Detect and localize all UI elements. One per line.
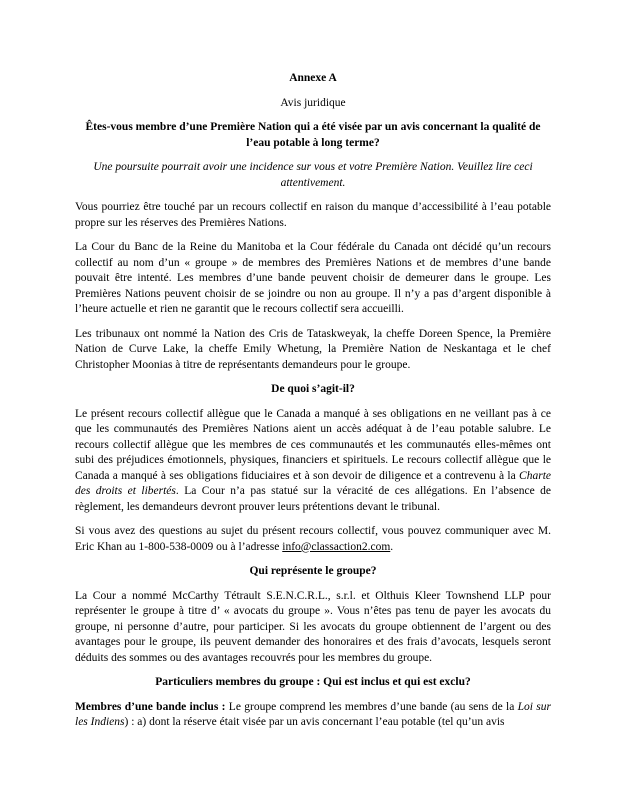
- contact-text-1: Si vous avez des questions au sujet du présent recours collectif, vous pouvez communiquer avec M. Eric Khan au 1-800-538-0009 ou à l’adresse: [75, 525, 551, 553]
- contact-paragraph: [75, 524, 551, 555]
- loi-indiens-italic: Loi sur les Indiens: [75, 700, 551, 728]
- allegations-paragraph: [75, 407, 551, 516]
- allegations-text-1: Le présent recours collectif allègue que le Canada a manqué à ses obligations en ne veillant pas à ce que les communautés des Premières Nations aient un accès adéquat à de l’eau potable salubre. Le recours collectif allègue que les membres de ces communautés et les communautés elles-mêmes ont subi des préjudices émotionnels, physiques, financiers et spirituels. Le recours collectif allègue que le Canada a manqué à ses obligations fiduciaires et à son devoir de diligence et a contrevenu à la: [75, 407, 551, 482]
- intro-paragraph: Vous pourriez être touché par un recours collectif en raison du manque d’accessibilité à l’eau potable propre sur les réserves des Premières Nations.: [75, 201, 551, 229]
- question-heading: Êtes-vous membre d’une Première Nation qui a été visée par un avis concernant la qualité de l’eau potable à long terme?: [85, 121, 541, 149]
- contact-text-2: .: [390, 540, 394, 553]
- band-members-text-1: Le groupe comprend les membres d’une bande (au sens de la: [225, 700, 518, 713]
- about-section-heading: De quoi s’agit-il?: [271, 383, 355, 395]
- counsel-paragraph: La Cour a nommé McCarthy Tétrault S.E.N.C.R.L., s.r.l. et Olthuis Kleer Townshend LLP pour représenter le groupe à titre d’ « avocats du groupe ». Vous n’êtes pas tenu de payer les avocats du groupe, ni personne d’autre, pour participer. Si les avocats du groupe obtiennent de l’argent ou des avantages pour le groupe, ils peuvent demander des honoraires et des frais d’avocats, lesquels seront déduits des sommes ou des avantages recouvrés pour les membres du groupe.: [75, 589, 551, 664]
- allegations-text-2: . La Cour n’a pas statué sur la véracité de ces allégations. En l’absence de règlement, les demandeurs devront prouver leurs prétentions devant le tribunal.: [75, 485, 551, 513]
- document-subtitle: Avis juridique: [280, 96, 346, 109]
- band-members-paragraph: [75, 700, 551, 731]
- band-members-lead: Membres d’une bande inclus :: [75, 700, 226, 713]
- contact-email-link[interactable]: info@classaction2.com: [282, 540, 391, 553]
- charte-title-italic: Charte des droits et libertés: [75, 469, 551, 497]
- band-members-text-2: ) : a) dont la réserve était visée par un avis concernant l’eau potable (tel qu’un avis: [124, 716, 505, 728]
- annex-title: Annexe A: [289, 72, 337, 84]
- counsel-section-heading: Qui représente le groupe?: [249, 565, 377, 577]
- courts-paragraph: La Cour du Banc de la Reine du Manitoba et la Cour fédérale du Canada ont décidé qu’un recours collectif au nom d’un « groupe » de membres des Premières Nations et de membres d’une bande pouvait être intenté. Les membres d’une bande peuvent choisir de demeurer dans le groupe. Les Premières Nations peuvent choisir de se joindre ou non au groupe. Il n’y a pas d’argent disponible à l’heure actuelle et rien ne garantit que le recours collectif sera accueilli.: [75, 241, 551, 315]
- members-section-heading: Particuliers membres du groupe : Qui est inclus et qui est exclu?: [155, 676, 471, 688]
- representatives-paragraph: Les tribunaux ont nommé la Nation des Cris de Tataskweyak, la cheffe Doreen Spence, la Première Nation de Curve Lake, la cheffe Emily Whetung, la Première Nation de Neskantaga et le chef Christopher Moonias à titre de représentants demandeurs pour le groupe.: [75, 327, 551, 371]
- notice-statement: Une poursuite pourrait avoir une incidence sur vous et votre Première Nation. Veuillez lire ceci attentivement.: [93, 161, 533, 189]
